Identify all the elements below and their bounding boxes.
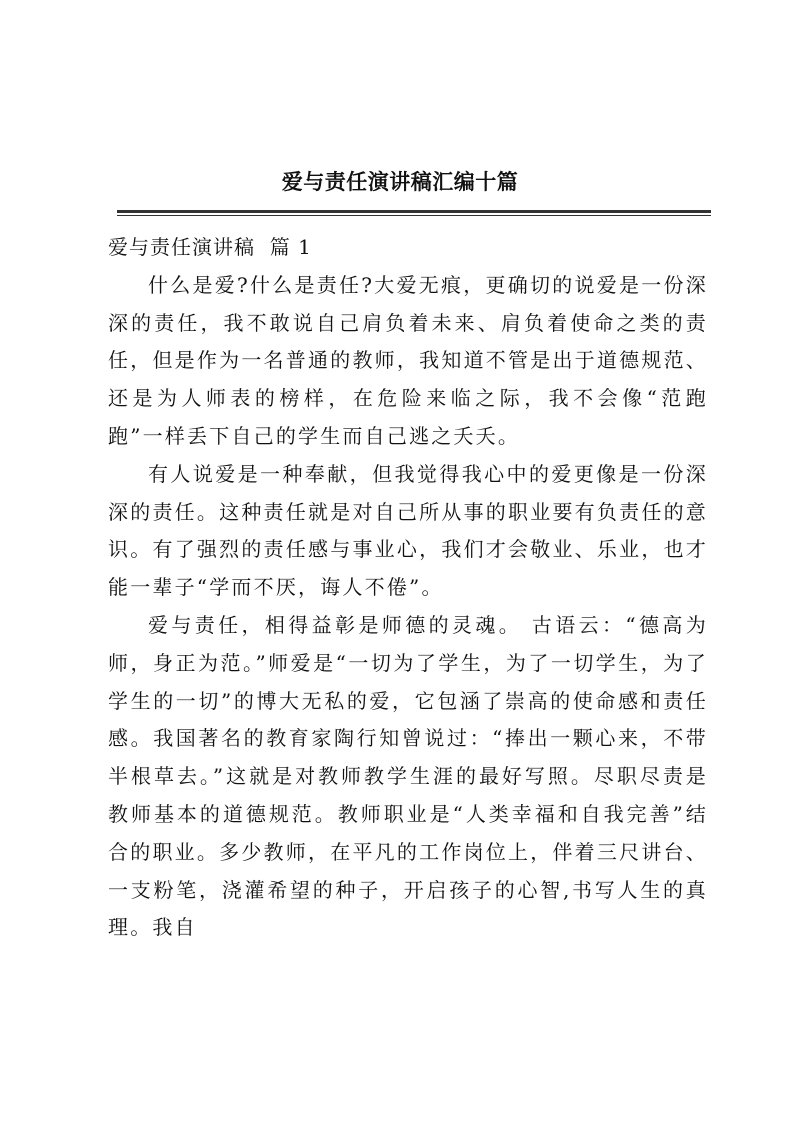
paragraph-3: 爱与责任，相得益彰是师德的灵魂。 古语云：“德高为师，身正为范。”师爱是“一切为了学生，为了一切学生，为了学生的一切”的博大无私的爱，它包涵了崇高的使命感和责任感。我国著名的教育家陶行知曾说过：“捧出一颗心来，不带半根草去。”这就是对教师教学生涯的最好写照。尽职尽责是教师基本的道德规范。教师职业是“人类幸福和自我完善”结合的职业。多少教师，在平凡的工作岗位上，伴着三尺讲台、一支粉笔，浇灌希望的种子，开启孩子的心智,书写人生的真理。我自: [108, 612, 708, 940]
document-title: 爱与责任演讲稿汇编十篇: [281, 169, 519, 194]
document-body: [108, 229, 708, 947]
paragraph-2: 有人说爱是一种奉献，但我觉得我心中的爱更像是一份深深的责任。这种责任就是对自己所从事的职业要有负责任的意识。有了强烈的责任感与事业心，我们才会敬业、乐业，也才能一辈子“学而不厌，诲人不倦”。: [108, 461, 708, 600]
section-heading: 爱与责任演讲稿 篇 1: [108, 235, 312, 259]
title-divider-thick: [117, 210, 711, 213]
title-divider-thin: [117, 215, 711, 216]
paragraph-1: 什么是爱?什么是责任?大爱无痕，更确切的说爱是一份深深的责任，我不敢说自己肩负着未来、肩负着使命之类的责任，但是作为一名普通的教师，我知道不管是出于道德规范、还是为人师表的榜样，在危险来临之际，我不会像“范跑跑”一样丢下自己的学生而自己逃之夭夭。: [108, 272, 708, 448]
